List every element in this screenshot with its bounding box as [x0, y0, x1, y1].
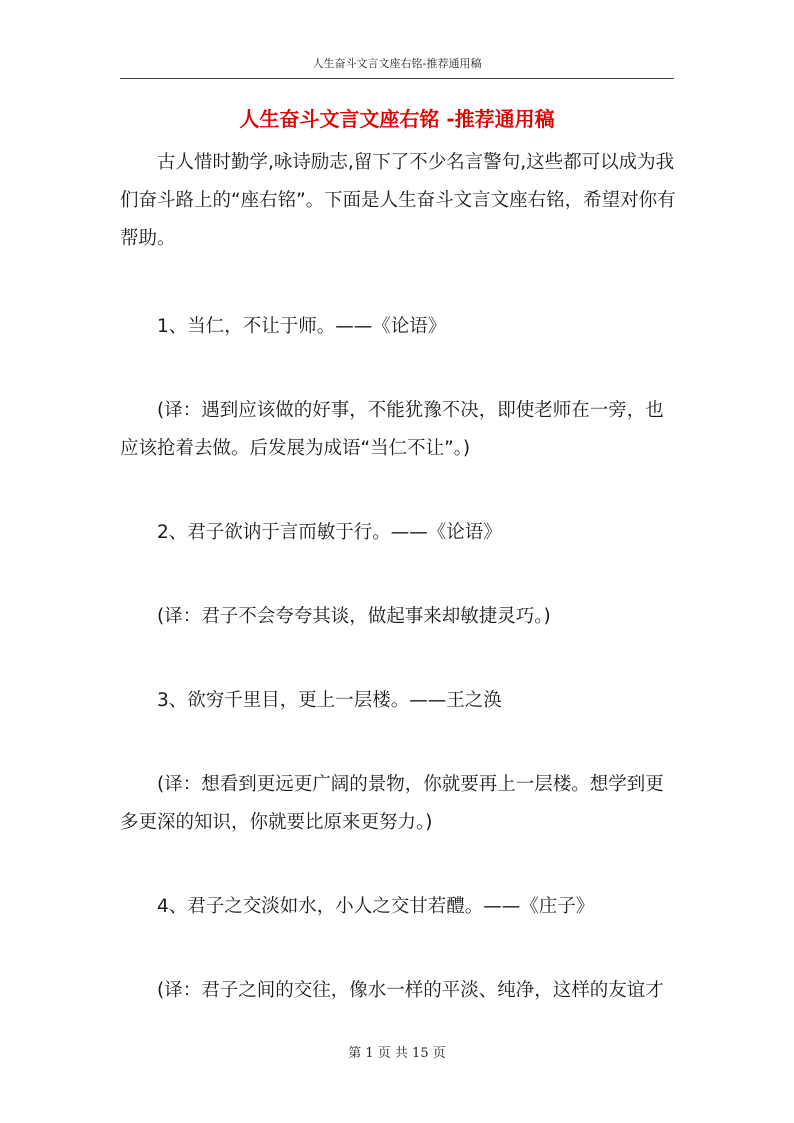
translation-2: (译：君子不会夸夸其谈，做起事来却敏捷灵巧。) [157, 606, 551, 627]
quote-2: 2、君子欲讷于言而敏于行。——《论语》 [157, 522, 502, 543]
translation-1: (译：遇到应该做的好事，不能犹豫不决，即使老师在一旁，也应该抢着去做。后发展为成语“当仁不让”。) [120, 400, 664, 459]
translation-3: (译：想看到更远更广阔的景物，你就要再上一层楼。想学到更多更深的知识，你就要比原来更努力。) [120, 774, 664, 833]
quote-4: 4、君子之交淡如水，小人之交甘若醴。——《庄子》 [157, 896, 595, 917]
quote-3: 3、欲穷千里目，更上一层楼。——王之涣 [157, 690, 502, 711]
intro-paragraph: 古人惜时勤学,咏诗励志,留下了不少名言警句,这些都可以成为我们奋斗路上的“座右铭”。下面是人生奋斗文言文座右铭，希望对你有帮助。 [120, 152, 676, 249]
translation-4: (译：君子之间的交往，像水一样的平淡、纯净，这样的友谊才 [157, 980, 664, 1001]
quote-1: 1、当仁，不让于师。——《论语》 [157, 316, 447, 337]
running-header: 人生奋斗文言文座右铭-推荐通用稿 [312, 57, 482, 70]
header-rule [120, 78, 674, 79]
document-title: 人生奋斗文言文座右铭 -推荐通用稿 [239, 107, 555, 131]
page-number: 第 1 页 共 15 页 [348, 1046, 446, 1061]
